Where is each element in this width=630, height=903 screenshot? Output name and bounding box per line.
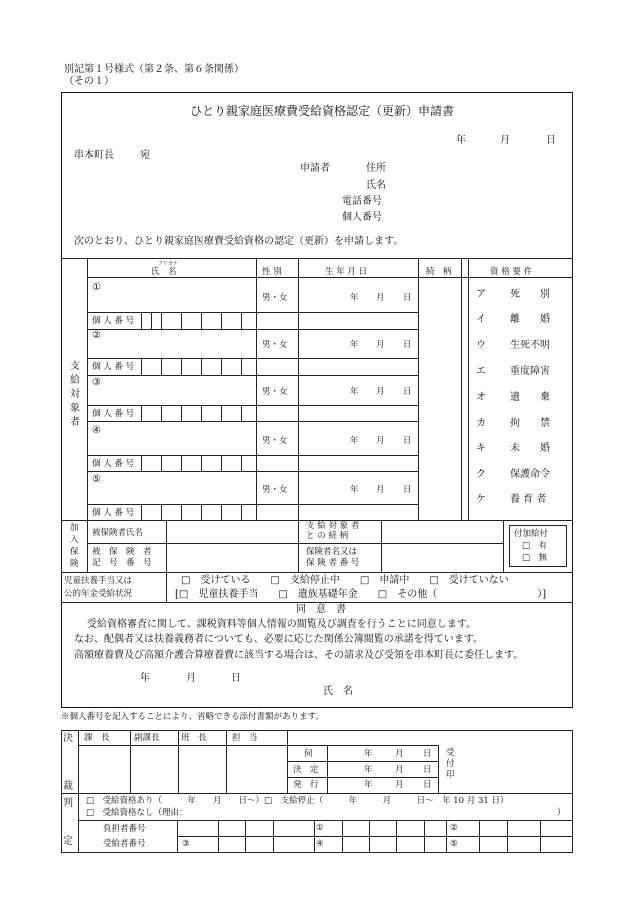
subjects-side-label: 支 給 対 象 者	[70, 361, 80, 428]
row-4-number: ④	[92, 425, 101, 436]
judge-label-bottom: 定	[63, 836, 73, 847]
relation-label: と の 続 柄	[306, 531, 349, 541]
applicant-phone-label: 電話番号	[342, 196, 382, 207]
result-eligible[interactable]: □ 受給資格あり（ 年 月 日～）□ 支給停止（ 年 月 日～ 年 10 月 31 日）	[86, 796, 509, 806]
insurer-label: 保 険 者 番 号	[306, 558, 360, 568]
row-2-gender[interactable]: 男・女	[262, 340, 288, 350]
office-frame	[61, 730, 573, 853]
date-month-label: 月	[500, 135, 510, 146]
row-5-id-label: 個 人 番 号	[92, 508, 135, 518]
col-requirement: 資 格 要 件	[490, 267, 533, 277]
row-4-id-label: 個 人 番 号	[92, 459, 135, 469]
row-2-number: ②	[92, 330, 101, 341]
row-5-gender[interactable]: 男・女	[262, 485, 288, 495]
row-1-number: ①	[92, 282, 101, 293]
row-5-number: ⑤	[92, 474, 101, 485]
applicant-label: 申請者	[300, 163, 330, 174]
approver-deputy: 副課長	[134, 733, 160, 743]
form-reference: 別記第１号様式（第２条、第６条関係）	[64, 64, 244, 75]
date-year-label: 年	[456, 135, 466, 146]
consent-title: 同 意 書	[296, 604, 346, 615]
approver-chief: 課 長	[84, 733, 110, 743]
decision-label-bottom: 裁	[63, 781, 73, 792]
recipient-number-label: 受給者番号	[103, 839, 146, 849]
col-relation: 続 柄	[426, 267, 452, 277]
col-name: 氏 名	[151, 267, 177, 277]
benefit-no-checkbox[interactable]: □ 無	[522, 553, 548, 563]
row-2-id-label: 個 人 番 号	[92, 362, 135, 372]
decision-label-top: 決	[63, 733, 73, 744]
applicant-name-label: 氏名	[366, 180, 386, 191]
consent-line-3: 高額療養費及び高額介護合算療養費に該当する場合は、その請求及び受領を串本町長に委任します。	[74, 650, 524, 661]
row-3-number: ③	[92, 377, 101, 388]
applicant-id-label: 個人番号	[342, 212, 382, 223]
insured-name-label: 被保険者氏名	[92, 528, 144, 538]
result-ineligible[interactable]: □ 受給資格なし（理由：	[86, 808, 188, 818]
row-4-gender[interactable]: 男・女	[262, 436, 288, 446]
col-birth: 生 年 月 日	[325, 267, 368, 277]
row-1-gender[interactable]: 男・女	[262, 293, 288, 303]
pension-status-options[interactable]: □ 受けている □ 支給停止中 □ 申請中 □ 受けていない	[181, 575, 509, 586]
consent-name-label: 氏 名	[323, 686, 353, 697]
addressee-suffix: 宛	[140, 150, 150, 161]
approver-team-lead: 班 長	[181, 733, 207, 743]
benefit-title: 付加給付	[514, 529, 549, 539]
row-1-id-label: 個 人 番 号	[92, 316, 135, 326]
judge-label-top: 判	[63, 798, 73, 809]
date-day-label: 日	[546, 135, 556, 146]
consent-line-2: なお、配偶者又は扶養義務者についても、必要に応じた関係公簿閲覧の承諾を得ています。	[74, 634, 483, 645]
row-3-gender[interactable]: 男・女	[262, 387, 288, 397]
applicant-address-label: 住所	[366, 163, 386, 174]
pension-type-options[interactable]: [□ 児童扶養手当 □ 遺族基礎年金 □ その他（ ）]	[175, 589, 547, 600]
request-statement: 次のとおり、ひとり親家庭医療費受給資格の認定（更新）を申請します。	[74, 236, 404, 247]
furigana-label: フリガナ	[158, 261, 178, 267]
insurance-side-label: 加 入 保 険	[70, 523, 79, 569]
consent-line-1: 受給資格審査に関して、課税資料等個人情報の閲覧及び調査を行うことに同意します。	[87, 619, 476, 630]
burden-number-label: 負担者番号	[103, 824, 146, 834]
benefit-yes-checkbox[interactable]: □ 有	[522, 541, 548, 551]
row-3-id-label: 個 人 番 号	[92, 409, 135, 419]
insured-code-label: 記 号 番 号	[92, 558, 152, 568]
approver-staff: 担 当	[232, 733, 258, 743]
form-title: ひとり親家庭医療費受給資格認定（更新）申請書	[190, 104, 455, 118]
page-reference: （その１）	[64, 76, 114, 87]
pension-label: 公的年金受給状況	[64, 589, 133, 599]
reception-stamp-label: 受 付 印	[446, 748, 455, 780]
col-gender: 性 別	[262, 267, 282, 277]
addressee: 串本町長	[74, 150, 114, 161]
footnote: ※個人番号を記入することにより、省略できる添付書類があります。	[61, 712, 324, 722]
